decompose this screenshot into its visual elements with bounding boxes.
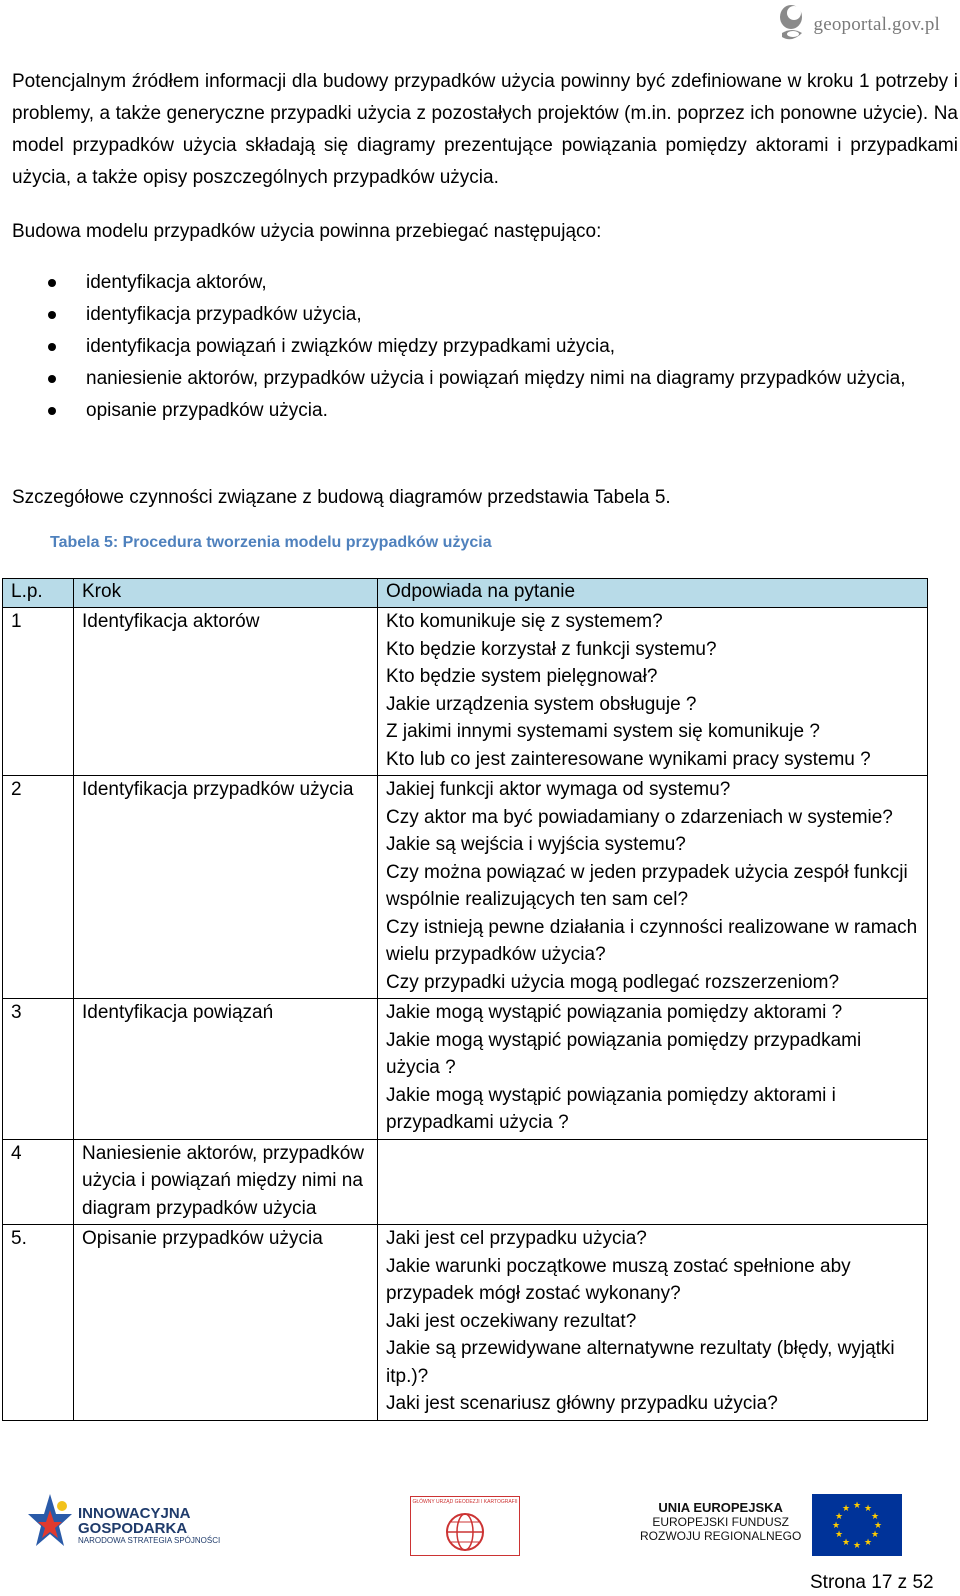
bullet-icon: [48, 375, 56, 383]
column-header-lp: L.p.: [3, 579, 74, 608]
question: Jakie mogą wystąpić powiązania pomiędzy aktorami ?: [386, 1002, 843, 1023]
question: Kto lub co jest zainteresowane wynikami pracy systemu ?: [386, 748, 871, 770]
question: Z jakimi innymi systemami system się komunikuje ?: [386, 721, 820, 742]
question: Jaki jest cel przypadku użycia?: [386, 1228, 647, 1249]
svg-text:★: ★: [870, 1512, 880, 1522]
list-item: identyfikacja powiązań i związków między przypadkami użycia,: [0, 331, 960, 363]
svg-text:★: ★: [834, 1530, 844, 1540]
svg-text:★: ★: [873, 1521, 883, 1531]
row-step: Naniesienie aktorów, przypadków użycia i powiązań między nimi na diagram przypadków użycia: [74, 1139, 378, 1225]
table-row: [3, 776, 928, 999]
ue-line-1: UNIA EUROPEJSKA: [658, 1500, 783, 1515]
geoportal-g-icon: [776, 3, 810, 47]
svg-text:★: ★: [831, 1521, 841, 1531]
question: Jakiej funkcji aktor wymaga od systemu?: [386, 779, 731, 800]
question: Kto będzie system pielęgnował?: [386, 666, 658, 687]
question: Czy istnieją pewne działania i czynności realizowane w ramach wielu przypadków użycia?: [386, 916, 918, 965]
steps-list: [0, 267, 960, 427]
ue-line-3: ROZWOJU REGIONALNEGO: [640, 1529, 802, 1543]
question: Jakie mogą wystąpić powiązania pomiędzy przypadkami użycia ?: [386, 1029, 862, 1078]
svg-text:★: ★: [863, 1504, 873, 1514]
table-row: [3, 1225, 928, 1421]
column-header-pytanie: Odpowiada na pytanie: [378, 579, 928, 608]
table-row: [3, 608, 928, 776]
gugik-label: GŁÓWNY URZĄD GEODEZJI I KARTOGRAFII: [412, 1499, 518, 1505]
row-questions: [378, 1225, 928, 1421]
lead-paragraph: Budowa modelu przypadków użycia powinna przebiegać następująco:: [12, 221, 602, 242]
procedure-table: [2, 578, 928, 1421]
question: Jakie urządzenia system obsługuje ?: [386, 693, 697, 715]
page-number: Strona 17 z 52: [810, 1572, 934, 1593]
question: Czy przypadki użycia mogą podlegać rozszerzeniom?: [386, 971, 840, 993]
eu-flag-icon: [812, 1494, 902, 1556]
question: Czy aktor ma być powiadamiany o zdarzeniach w systemie?: [386, 806, 893, 828]
table-row: [3, 1139, 928, 1225]
question: Jakie są wejścia i wyjścia systemu?: [386, 834, 686, 855]
table-caption: Tabela 5: Procedura tworzenia modelu przypadków użycia: [50, 534, 492, 551]
bullet-icon: [48, 311, 56, 319]
intro-paragraph: Potencjalnym źródłem informacji dla budowy przypadków użycia powinny być zdefiniowane w kroku 1 potrzeby i problemy, a także generyczne przypadki użycia z pozostałych projektów (m.in. poprzez ich ponowne użycie). Na model przypadków użycia składają się diagramy prezentujące powiązania pomiędzy aktorami i przypadkami użycia, a także opisy poszczególnych przypadków użycia.: [12, 71, 958, 188]
question: Kto będzie korzystał z funkcji systemu?: [386, 638, 717, 660]
list-item: identyfikacja przypadków użycia,: [0, 299, 960, 331]
svg-text:★: ★: [834, 1512, 844, 1522]
row-number: 5.: [3, 1225, 74, 1421]
bullet-icon: [48, 407, 56, 415]
star-icon: [26, 1492, 74, 1552]
ig-line-2: GOSPODARKA: [78, 1520, 188, 1537]
table-row: [3, 999, 928, 1140]
row-questions: [378, 1139, 928, 1225]
list-item: identyfikacja aktorów,: [0, 267, 960, 299]
gugik-logo: [410, 1496, 520, 1556]
row-questions: [378, 999, 928, 1140]
svg-text:★: ★: [841, 1538, 851, 1548]
row-questions: [378, 608, 928, 776]
question: Jakie warunki początkowe muszą zostać spełnione aby przypadek mógł zostać wykonany?: [386, 1255, 851, 1304]
question: Czy można powiązać w jeden przypadek użycia zespół funkcji wspólnie realizujących ten sam cel?: [386, 861, 908, 910]
row-step: Identyfikacja przypadków użycia: [74, 776, 378, 999]
svg-text:★: ★: [852, 1541, 862, 1551]
column-header-krok: Krok: [74, 579, 378, 608]
ig-line-1: INNOWACYJNA: [78, 1505, 191, 1522]
row-number: 4: [3, 1139, 74, 1225]
svg-text:★: ★: [852, 1501, 862, 1511]
innowacyjna-gospodarka-logo: [26, 1492, 220, 1552]
eu-text-logo: [640, 1500, 801, 1543]
site-name: geoportal.gov.pl: [813, 14, 940, 35]
row-number: 2: [3, 776, 74, 999]
bullet-icon: [48, 343, 56, 351]
row-number: 1: [3, 608, 74, 776]
question: Kto komunikuje się z systemem?: [386, 611, 663, 632]
geoportal-logo: [776, 0, 941, 50]
row-number: 3: [3, 999, 74, 1140]
svg-text:★: ★: [863, 1538, 873, 1548]
row-questions: [378, 776, 928, 999]
globe-icon: [411, 1506, 519, 1554]
svg-text:★: ★: [870, 1530, 880, 1540]
list-item: opisanie przypadków użycia.: [0, 395, 960, 427]
question: Jakie mogą wystąpić powiązania pomiędzy aktorami i przypadkami użycia ?: [386, 1084, 836, 1133]
summary-paragraph: Szczegółowe czynności związane z budową diagramów przedstawia Tabela 5.: [12, 487, 671, 508]
list-item: naniesienie aktorów, przypadków użycia i powiązań między nimi na diagramy przypadków użycia,: [0, 363, 960, 395]
table-header-row: [3, 579, 928, 608]
svg-text:★: ★: [841, 1504, 851, 1514]
row-step: Identyfikacja powiązań: [74, 999, 378, 1140]
ig-line-3: NARODOWA STRATEGIA SPÓJNOŚCI: [78, 1536, 221, 1545]
question: Jaki jest scenariusz główny przypadku użycia?: [386, 1393, 778, 1414]
bullet-icon: [48, 279, 56, 287]
row-step: Opisanie przypadków użycia: [74, 1225, 378, 1421]
question: Jakie są przewidywane alternatywne rezultaty (błędy, wyjątki itp.)?: [386, 1338, 895, 1387]
question: Jaki jest oczekiwany rezultat?: [386, 1310, 637, 1332]
ue-line-2: EUROPEJSKI FUNDUSZ: [652, 1515, 790, 1529]
row-step: Identyfikacja aktorów: [74, 608, 378, 776]
